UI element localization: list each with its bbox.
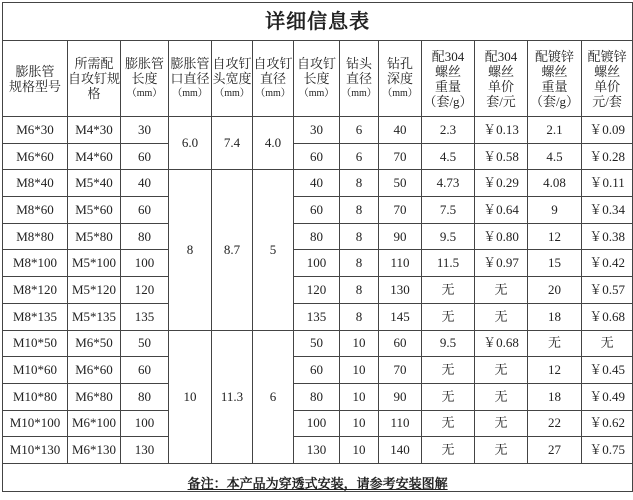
table-cell: 4.73 bbox=[422, 170, 475, 197]
column-header-line: （mm） bbox=[341, 88, 377, 99]
table-cell: 60 bbox=[294, 143, 340, 170]
table-cell: 无 bbox=[422, 303, 475, 330]
merged-cell-screw-head-width: 7.4 bbox=[212, 117, 253, 170]
table-cell: 8 bbox=[340, 277, 379, 304]
table-cell: ￥0.28 bbox=[582, 143, 633, 170]
table-row bbox=[3, 357, 633, 384]
column-header-line: 深度 bbox=[386, 71, 413, 86]
table-cell: ￥0.58 bbox=[475, 143, 528, 170]
column-header-line: 配304 bbox=[431, 48, 465, 64]
table-cell: 40 bbox=[379, 117, 422, 144]
column-header-line: 螺丝 bbox=[594, 63, 621, 79]
column-header-line: 重量 bbox=[541, 78, 568, 94]
table-cell: M5*100 bbox=[68, 250, 121, 277]
merged-cell-screw-head-width: 11.3 bbox=[212, 330, 253, 463]
spec-table bbox=[2, 2, 633, 492]
table-cell: 30 bbox=[294, 117, 340, 144]
table-cell: 18 bbox=[528, 383, 582, 410]
table-cell: 无 bbox=[475, 437, 528, 464]
table-row bbox=[3, 330, 633, 357]
table-cell: ￥0.68 bbox=[475, 330, 528, 357]
column-header bbox=[422, 41, 475, 117]
column-header-line: 配镀锌 bbox=[534, 48, 574, 64]
table-cell: M8*40 bbox=[3, 170, 68, 197]
table-cell: 130 bbox=[121, 437, 169, 464]
table-cell: 120 bbox=[121, 277, 169, 304]
table-cell: 6 bbox=[340, 143, 379, 170]
spec-table-sheet bbox=[2, 2, 632, 499]
table-cell: 145 bbox=[379, 303, 422, 330]
table-cell: M6*50 bbox=[68, 330, 121, 357]
footer-row bbox=[3, 463, 633, 491]
table-cell: 无 bbox=[475, 277, 528, 304]
table-cell: ￥0.97 bbox=[475, 250, 528, 277]
table-cell: 无 bbox=[422, 437, 475, 464]
table-cell: 60 bbox=[121, 197, 169, 224]
column-header bbox=[169, 41, 212, 117]
table-cell: 6 bbox=[340, 117, 379, 144]
table-cell: 50 bbox=[294, 330, 340, 357]
table-cell: M8*60 bbox=[3, 197, 68, 224]
table-cell: 10 bbox=[340, 330, 379, 357]
table-cell: ￥0.42 bbox=[582, 250, 633, 277]
column-header-line: 套/元 bbox=[486, 93, 516, 109]
table-cell: M5*40 bbox=[68, 170, 121, 197]
table-cell: 80 bbox=[121, 223, 169, 250]
table-cell: 110 bbox=[379, 410, 422, 437]
merged-cell-tube-mouth-diameter: 10 bbox=[169, 330, 212, 463]
table-row bbox=[3, 303, 633, 330]
table-cell: 50 bbox=[121, 330, 169, 357]
column-header-line: 直径 bbox=[345, 71, 372, 86]
column-header-line: （mm） bbox=[255, 88, 291, 99]
table-cell: ￥0.13 bbox=[475, 117, 528, 144]
table-cell: 15 bbox=[528, 250, 582, 277]
table-cell: 无 bbox=[475, 410, 528, 437]
table-cell: M6*80 bbox=[68, 383, 121, 410]
column-header bbox=[212, 41, 253, 117]
column-header-line: 螺丝 bbox=[434, 63, 461, 79]
table-row bbox=[3, 410, 633, 437]
column-header-line: 长度 bbox=[131, 71, 158, 86]
table-cell: M10*80 bbox=[3, 383, 68, 410]
table-cell: M6*130 bbox=[68, 437, 121, 464]
table-cell: M6*60 bbox=[68, 357, 121, 384]
column-header-line: 口直径 bbox=[170, 71, 210, 86]
column-header bbox=[68, 41, 121, 117]
column-header-line: 自攻钉规 bbox=[68, 71, 121, 86]
column-header bbox=[253, 41, 294, 117]
table-cell: M5*80 bbox=[68, 223, 121, 250]
table-cell: 无 bbox=[422, 410, 475, 437]
column-header-line: 单价 bbox=[594, 78, 621, 94]
table-row bbox=[3, 143, 633, 170]
column-header-line: 配镀锌 bbox=[587, 48, 627, 64]
table-cell: 12 bbox=[528, 223, 582, 250]
footer-note: 备注：本产品为穿透式安装，请参考安装图解 bbox=[187, 475, 448, 491]
table-cell: 7.5 bbox=[422, 197, 475, 224]
table-cell: 12 bbox=[528, 357, 582, 384]
merged-cell-screw-diameter: 4.0 bbox=[253, 117, 294, 170]
table-cell: M8*100 bbox=[3, 250, 68, 277]
table-cell: 100 bbox=[294, 250, 340, 277]
table-cell: 9.5 bbox=[422, 330, 475, 357]
table-cell: 9.5 bbox=[422, 223, 475, 250]
table-cell: 8 bbox=[340, 223, 379, 250]
footer-cell bbox=[3, 463, 633, 491]
column-header-line: （套/g） bbox=[423, 93, 473, 109]
table-cell: M5*60 bbox=[68, 197, 121, 224]
table-row bbox=[3, 223, 633, 250]
table-cell: 无 bbox=[422, 277, 475, 304]
table-cell: 10 bbox=[340, 383, 379, 410]
table-cell: ￥0.34 bbox=[582, 197, 633, 224]
table-cell: 10 bbox=[340, 437, 379, 464]
table-cell: 100 bbox=[294, 410, 340, 437]
table-cell: ￥0.64 bbox=[475, 197, 528, 224]
table-cell: M4*30 bbox=[68, 117, 121, 144]
merged-cell-tube-mouth-diameter: 6.0 bbox=[169, 117, 212, 170]
table-cell: ￥0.29 bbox=[475, 170, 528, 197]
table-cell: 无 bbox=[475, 303, 528, 330]
table-cell: 27 bbox=[528, 437, 582, 464]
table-cell: 70 bbox=[379, 143, 422, 170]
table-cell: ￥0.75 bbox=[582, 437, 633, 464]
table-row bbox=[3, 170, 633, 197]
column-header-line: 直径 bbox=[259, 71, 286, 86]
table-cell: M6*100 bbox=[68, 410, 121, 437]
column-header-line: 膨胀管 bbox=[170, 56, 210, 71]
table-cell: 20 bbox=[528, 277, 582, 304]
table-cell: M5*135 bbox=[68, 303, 121, 330]
table-cell: 无 bbox=[528, 330, 582, 357]
table-cell: M8*120 bbox=[3, 277, 68, 304]
table-cell: 无 bbox=[422, 357, 475, 384]
table-cell: 40 bbox=[121, 170, 169, 197]
column-header-line: 元/套 bbox=[592, 93, 622, 109]
merged-cell-screw-diameter: 5 bbox=[253, 170, 294, 330]
table-cell: 无 bbox=[582, 330, 633, 357]
table-cell: 22 bbox=[528, 410, 582, 437]
table-cell: 90 bbox=[379, 383, 422, 410]
table-cell: ￥0.38 bbox=[582, 223, 633, 250]
column-header bbox=[121, 41, 169, 117]
table-cell: ￥0.68 bbox=[582, 303, 633, 330]
table-cell: 60 bbox=[379, 330, 422, 357]
table-cell: M8*135 bbox=[3, 303, 68, 330]
column-header-line: （mm） bbox=[382, 88, 418, 99]
table-row bbox=[3, 197, 633, 224]
table-cell: 9 bbox=[528, 197, 582, 224]
column-header-line: 膨胀管 bbox=[124, 56, 164, 71]
table-cell: 100 bbox=[121, 410, 169, 437]
table-cell: 2.1 bbox=[528, 117, 582, 144]
table-cell: 4.08 bbox=[528, 170, 582, 197]
table-cell: ￥0.09 bbox=[582, 117, 633, 144]
table-cell: 60 bbox=[121, 143, 169, 170]
table-cell: M10*100 bbox=[3, 410, 68, 437]
table-cell: 8 bbox=[340, 303, 379, 330]
column-header-line: 钻孔 bbox=[386, 56, 413, 71]
column-header-line: 头宽度 bbox=[212, 71, 252, 86]
table-cell: 30 bbox=[121, 117, 169, 144]
table-cell: 80 bbox=[121, 383, 169, 410]
merged-cell-tube-mouth-diameter: 8 bbox=[169, 170, 212, 330]
table-cell: M10*60 bbox=[3, 357, 68, 384]
table-cell: 60 bbox=[294, 197, 340, 224]
table-cell: 130 bbox=[379, 277, 422, 304]
column-header-line: 自攻钉 bbox=[212, 56, 252, 71]
table-cell: 100 bbox=[121, 250, 169, 277]
column-header-line: 长度 bbox=[303, 71, 330, 86]
column-header bbox=[379, 41, 422, 117]
table-cell: 120 bbox=[294, 277, 340, 304]
column-header-line: （mm） bbox=[126, 88, 163, 99]
table-cell: 70 bbox=[379, 357, 422, 384]
column-header-line: （mm） bbox=[298, 88, 335, 99]
table-cell: 4.5 bbox=[528, 143, 582, 170]
column-header-line: （mm） bbox=[214, 88, 250, 99]
column-header-line: 格 bbox=[87, 86, 101, 101]
table-cell: ￥0.80 bbox=[475, 223, 528, 250]
column-header bbox=[294, 41, 340, 117]
table-cell: 10 bbox=[340, 357, 379, 384]
table-cell: 无 bbox=[475, 383, 528, 410]
table-row bbox=[3, 437, 633, 464]
table-cell: 8 bbox=[340, 170, 379, 197]
column-header-line: 所需配 bbox=[74, 56, 114, 71]
table-cell: 8 bbox=[340, 250, 379, 277]
column-header bbox=[475, 41, 528, 117]
table-cell: 90 bbox=[379, 223, 422, 250]
table-cell: ￥0.49 bbox=[582, 383, 633, 410]
table-cell: 11.5 bbox=[422, 250, 475, 277]
column-header-line: 自攻钉 bbox=[253, 56, 293, 71]
column-header-line: 螺丝 bbox=[487, 63, 514, 79]
table-row bbox=[3, 277, 633, 304]
column-header-line: 重量 bbox=[434, 78, 461, 94]
table-cell: ￥0.45 bbox=[582, 357, 633, 384]
table-cell: 110 bbox=[379, 250, 422, 277]
table-cell: 60 bbox=[121, 357, 169, 384]
column-header-line: 规格型号 bbox=[8, 78, 61, 94]
column-header-line: 配304 bbox=[484, 48, 518, 64]
table-cell: M4*60 bbox=[68, 143, 121, 170]
table-cell: 4.5 bbox=[422, 143, 475, 170]
table-cell: M5*120 bbox=[68, 277, 121, 304]
column-header-line: （套/g） bbox=[529, 93, 580, 109]
header-row bbox=[3, 41, 633, 117]
column-header bbox=[528, 41, 582, 117]
column-header-line: 钻头 bbox=[345, 56, 372, 71]
table-cell: 18 bbox=[528, 303, 582, 330]
table-cell: 60 bbox=[294, 357, 340, 384]
table-cell: 140 bbox=[379, 437, 422, 464]
merged-cell-screw-diameter: 6 bbox=[253, 330, 294, 463]
table-cell: 50 bbox=[379, 170, 422, 197]
column-header bbox=[582, 41, 633, 117]
table-cell: ￥0.62 bbox=[582, 410, 633, 437]
table-cell: 无 bbox=[422, 383, 475, 410]
column-header bbox=[340, 41, 379, 117]
merged-cell-screw-head-width: 8.7 bbox=[212, 170, 253, 330]
table-row bbox=[3, 250, 633, 277]
table-cell: M6*30 bbox=[3, 117, 68, 144]
table-cell: 10 bbox=[340, 410, 379, 437]
table-title: 详细信息表 bbox=[3, 3, 633, 41]
table-cell: M10*130 bbox=[3, 437, 68, 464]
table-cell: 70 bbox=[379, 197, 422, 224]
table-cell: 135 bbox=[294, 303, 340, 330]
table-row bbox=[3, 117, 633, 144]
table-cell: 40 bbox=[294, 170, 340, 197]
column-header-line: 膨胀管 bbox=[15, 63, 55, 79]
column-header-line: 自攻钉 bbox=[296, 56, 336, 71]
column-header-line: 单价 bbox=[487, 78, 514, 94]
table-cell: 80 bbox=[294, 223, 340, 250]
table-cell: M6*60 bbox=[3, 143, 68, 170]
column-header bbox=[3, 41, 68, 117]
column-header-line: 螺丝 bbox=[541, 63, 568, 79]
table-cell: M10*50 bbox=[3, 330, 68, 357]
table-cell: ￥0.11 bbox=[582, 170, 633, 197]
table-cell: 8 bbox=[340, 197, 379, 224]
table-cell: 130 bbox=[294, 437, 340, 464]
table-row bbox=[3, 383, 633, 410]
table-cell: 135 bbox=[121, 303, 169, 330]
table-cell: 无 bbox=[475, 357, 528, 384]
table-cell: 80 bbox=[294, 383, 340, 410]
table-cell: ￥0.57 bbox=[582, 277, 633, 304]
column-header-line: （mm） bbox=[172, 88, 208, 99]
table-cell: M8*80 bbox=[3, 223, 68, 250]
table-cell: 2.3 bbox=[422, 117, 475, 144]
